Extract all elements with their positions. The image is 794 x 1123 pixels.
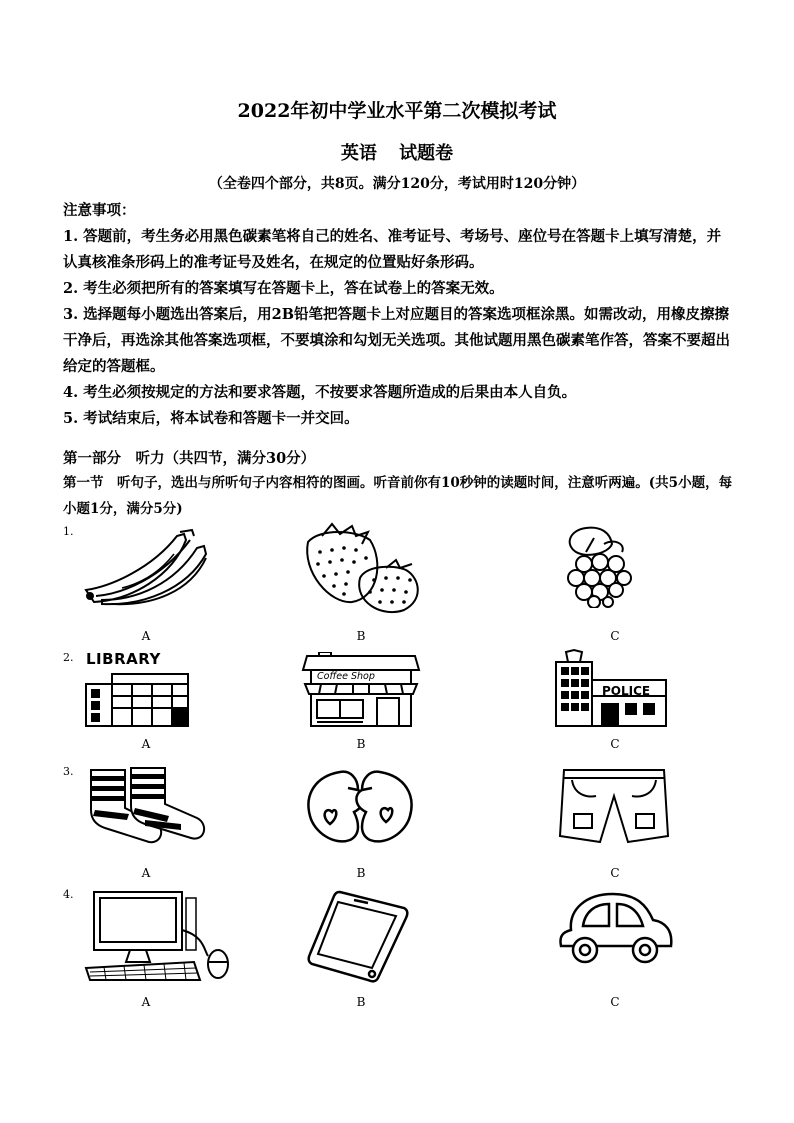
strawberries-icon (300, 522, 422, 614)
exam-title: 2022年初中学业水平第二次模拟考试 (237, 100, 557, 122)
question-number: 4. (63, 888, 74, 901)
option-label: A (141, 995, 151, 1009)
question-number: 1. (63, 525, 74, 538)
option-label: C (610, 995, 620, 1009)
section1-instructions: 第一节 听句子，选出与所听句子内容相符的图画。听音前你有10秒钟的读题时间，注意听两遍。(共5小题，每小题1分，满分5分) (63, 475, 733, 517)
exam-info: （全卷四个部分，共8页。满分120分，考试用时120分钟） (208, 176, 586, 192)
notes-heading: 注意事项： (63, 202, 136, 219)
note-item: 1. 答题前，考生务必用黑色碳素笔将自己的姓名、准考证号、考场号、座位号在答题卡上填写清楚，并认真核准条形码上的准考证号及姓名，在规定的位置贴好条形码。 (63, 228, 722, 271)
shorts-icon (556, 766, 672, 846)
option-label: A (141, 866, 151, 880)
library-sign: LIBRARY (86, 650, 161, 668)
car-icon (557, 890, 675, 970)
option-label: C (610, 866, 620, 880)
paper-label: 试题卷 (399, 143, 454, 164)
option-label: B (356, 629, 366, 643)
mittens-icon (300, 766, 420, 852)
option-label: B (356, 737, 366, 751)
socks-icon (85, 764, 213, 848)
note-item: 2. 考生必须把所有的答案填写在答题卡上，答在试卷上的答案无效。 (63, 280, 504, 297)
library-icon (84, 670, 194, 728)
smartphone-icon (306, 888, 410, 984)
option-label: A (141, 629, 151, 643)
option-label: B (356, 995, 366, 1009)
coffee-shop-sign: Coffee Shop (317, 671, 375, 682)
option-label: A (141, 737, 151, 751)
question-number: 3. (63, 765, 74, 778)
option-label: C (610, 629, 620, 643)
exam-subtitle (0, 139, 794, 165)
subject-label: 英语 (340, 143, 377, 164)
bananas-icon (82, 528, 212, 608)
option-label: C (610, 737, 620, 751)
note-item: 5. 考试结束后，将本试卷和答题卡一并交回。 (63, 410, 359, 427)
notes-section (63, 198, 733, 432)
option-label: B (356, 866, 366, 880)
computer-icon (84, 890, 230, 982)
grapes-icon (556, 524, 636, 608)
note-item: 3. 选择题每小题选出答案后，用2B铅笔把答题卡上对应题目的答案选项框涂黑。如需改动，用橡皮擦擦干净后，再选涂其他答案选项框，不要填涂和勾划无关选项。其他试题用黑色碳素笔作答，答案不要超出给定的答题框。 (63, 306, 730, 375)
part1-heading: 第一部分 听力（共四节，满分30分） (63, 450, 316, 467)
coffee-shop-icon (301, 652, 421, 728)
note-item: 4. 考生必须按规定的方法和要求答题，不按要求答题所造成的后果由本人自负。 (63, 384, 577, 401)
police-sign: POLICE (602, 684, 651, 698)
question-number: 2. (63, 651, 74, 664)
